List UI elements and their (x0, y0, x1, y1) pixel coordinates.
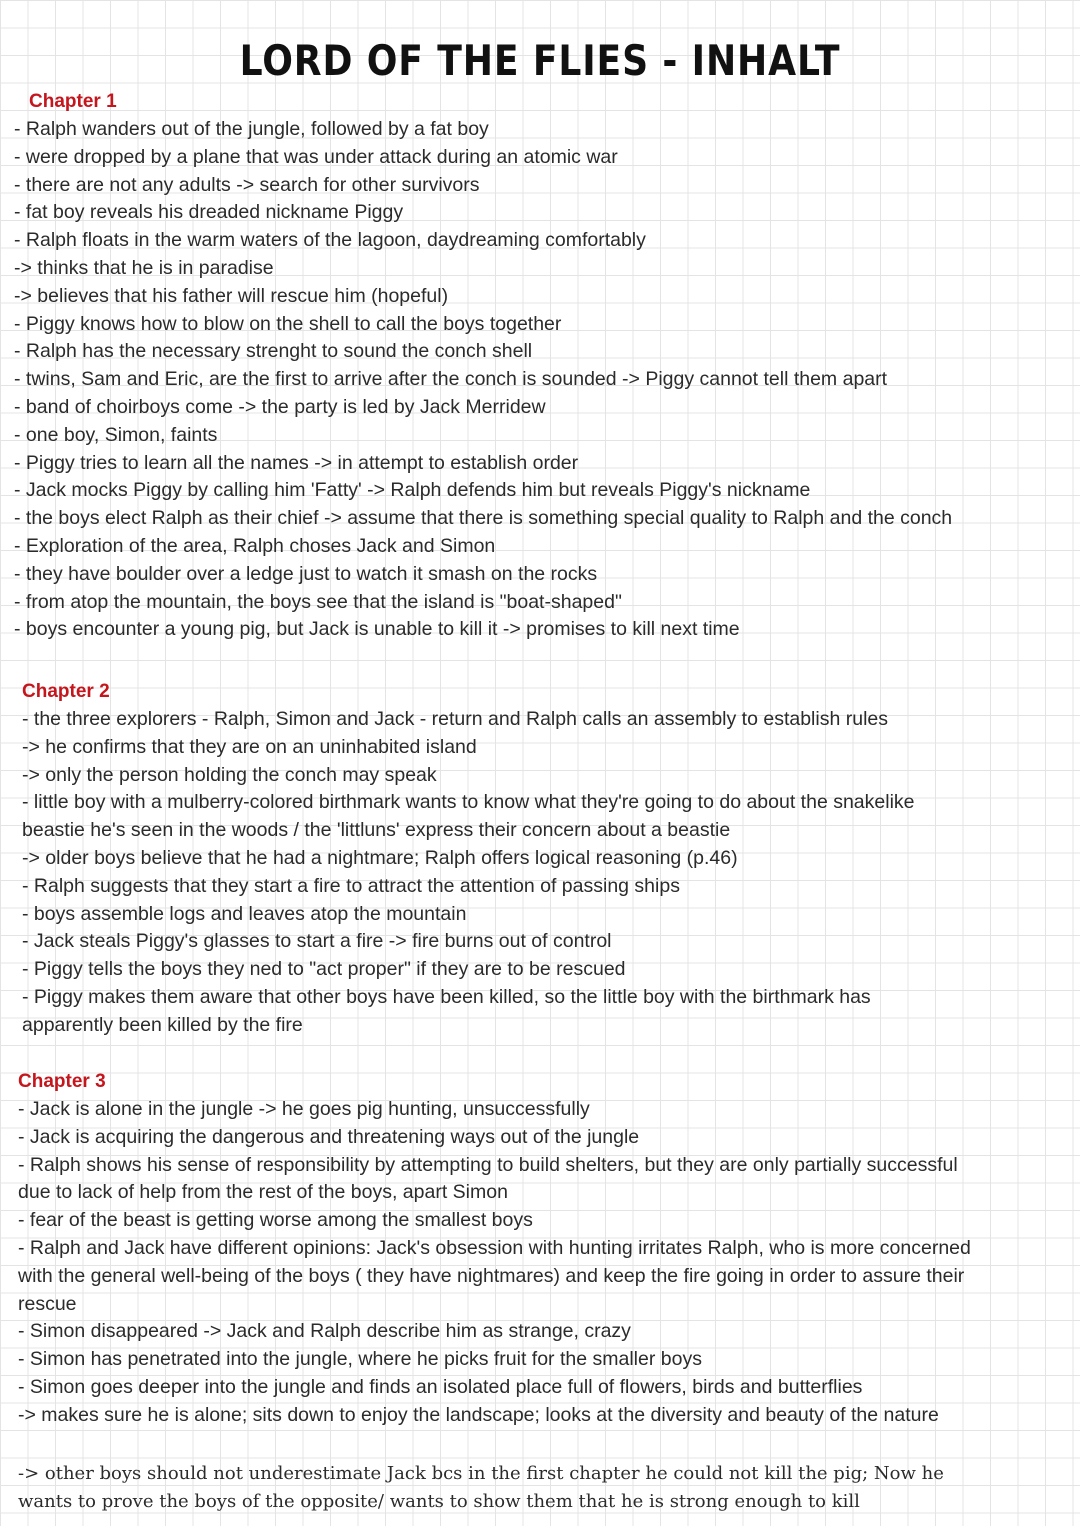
text-line: - Jack is alone in the jungle -> he goes pig hunting, unsuccessfully (18, 1098, 590, 1120)
text-line: - Ralph and Jack have different opinions: Jack's obsession with hunting irritates Ralph, who is more concerned (18, 1236, 971, 1259)
text-line: - they have boulder over a ledge just to watch it smash on the rocks (14, 562, 598, 585)
text-line: - Ralph wanders out of the jungle, followed by a fat boy (14, 118, 489, 140)
text-line: - the boys elect Ralph as their chief -> assume that there is something special quality to Ralph and the conch (14, 507, 953, 530)
text-line: - Piggy makes them aware that other boys have been killed, so the little boy with the birthmark has (22, 985, 871, 1008)
chapter-1-section (14, 90, 952, 644)
text-line: -> other boys should not underestimate Jack bcs in the first chapter he could not kill the pig; Now he (18, 1463, 944, 1484)
text-line: - Simon has penetrated into the jungle, where he picks fruit for the smaller boys (18, 1348, 702, 1371)
text-line: - little boy with a mulberry-colored birthmark wants to know what they're going to do about the snakelike (22, 791, 915, 814)
text-line: - Simon disappeared -> Jack and Ralph describe him as strange, crazy (18, 1320, 631, 1343)
text-line: -> believes that his father will rescue him (hopeful) (14, 284, 449, 307)
text-line: -> only the person holding the conch may speak (22, 763, 437, 786)
chapter-3-heading: Chapter 3 (18, 1071, 106, 1092)
text-line: - Piggy tells the boys they ned to "act proper" if they are to be rescued (22, 958, 626, 981)
chapter-3-section (18, 1070, 971, 1430)
text-line: - the three explorers - Ralph, Simon and Jack - return and Ralph calls an assembly to establish rules (22, 708, 888, 730)
text-line: - boys encounter a young pig, but Jack is unable to kill it -> promises to kill next time (14, 618, 740, 641)
text-line: -> makes sure he is alone; sits down to enjoy the landscape; looks at the diversity and beauty of the nature (18, 1403, 939, 1426)
text-line: wants to prove the boys of the opposite/ wants to show them that he is strong enough to kill (18, 1490, 860, 1512)
text-line: - from atop the mountain, the boys see that the island is "boat-shaped" (14, 590, 622, 613)
text-line: - Ralph shows his sense of responsibility by attempting to build shelters, but they are only partially successful (18, 1153, 958, 1176)
text-line: -> older boys believe that he had a nightmare; Ralph offers logical reasoning (p.46) (22, 846, 738, 869)
text-line: - Jack is acquiring the dangerous and threatening ways out of the jungle (18, 1125, 640, 1148)
page-title: LORD OF THE FLIES - INHALT (239, 36, 841, 85)
text-line: - were dropped by a plane that was under attack during an atomic war (14, 145, 618, 168)
text-line: apparently been killed by the fire (22, 1013, 303, 1036)
text-line: - Simon goes deeper into the jungle and finds an isolated place full of flowers, birds and butterflies (18, 1375, 863, 1398)
text-line: - Exploration of the area, Ralph choses Jack and Simon (14, 534, 496, 557)
text-line: - twins, Sam and Eric, are the first to arrive after the conch is sounded -> Piggy cannot tell them apart (14, 368, 888, 391)
conclusion-note (18, 1460, 944, 1515)
text-line: -> thinks that he is in paradise (14, 256, 274, 279)
text-line: - Piggy tries to learn all the names -> in attempt to establish order (14, 451, 579, 474)
text-line: -> he confirms that they are on an uninhabited island (22, 735, 477, 758)
chapter-2-section (22, 680, 915, 1040)
chapter-1-heading: Chapter 1 (29, 91, 117, 112)
text-line: - boys assemble logs and leaves atop the mountain (22, 902, 467, 925)
text-line: - Jack steals Piggy's glasses to start a fire -> fire burns out of control (22, 930, 612, 953)
text-line: - one boy, Simon, faints (14, 423, 218, 446)
text-line: - Ralph floats in the warm waters of the lagoon, daydreaming comfortably (14, 229, 646, 252)
text-line: - band of choirboys come -> the party is led by Jack Merridew (14, 395, 546, 418)
text-line: - Ralph suggests that they start a fire to attract the attention of passing ships (22, 874, 680, 897)
text-line: - fear of the beast is getting worse among the smallest boys (18, 1209, 533, 1232)
text-line: - Ralph has the necessary strenght to sound the conch shell (14, 340, 533, 363)
chapter-2-heading: Chapter 2 (22, 681, 110, 702)
text-line: with the general well-being of the boys ( they have nightmares) and keep the fire going in order to assure their (18, 1264, 965, 1287)
text-line: - there are not any adults -> search for other survivors (14, 173, 480, 196)
text-line: - Piggy knows how to blow on the shell to call the boys together (14, 312, 562, 335)
text-line: beastie he's seen in the woods / the 'littluns' express their concern about a beastie (22, 819, 731, 842)
text-line: rescue (18, 1292, 77, 1315)
text-line: due to lack of help from the rest of the boys, apart Simon (18, 1181, 508, 1204)
text-line: - Jack mocks Piggy by calling him 'Fatty' -> Ralph defends him but reveals Piggy's nickname (14, 479, 811, 502)
text-line: - fat boy reveals his dreaded nickname Piggy (14, 201, 404, 224)
